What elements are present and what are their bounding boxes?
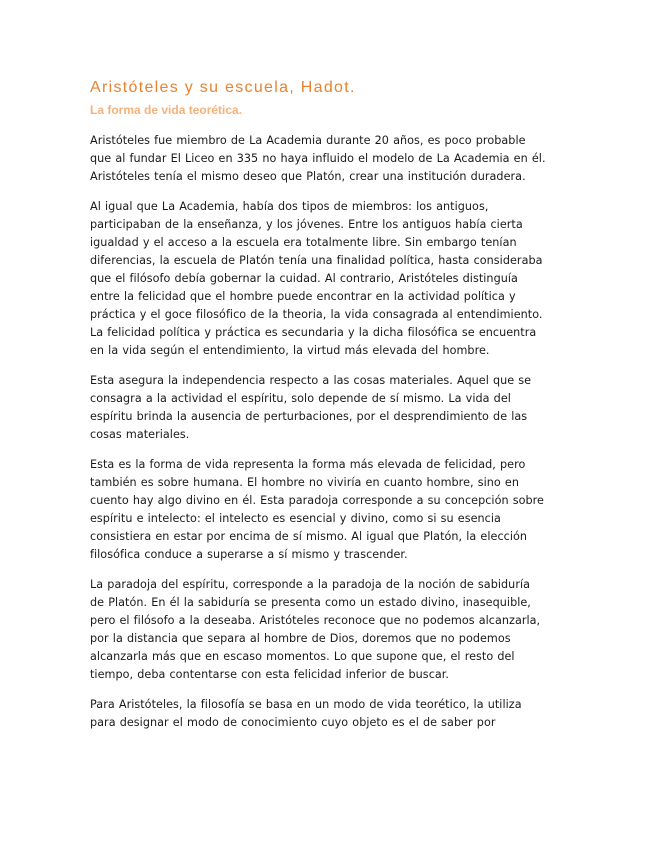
- paragraph: Para Aristóteles, la filosofía se basa en un modo de vida teorético, la utiliza para designar el modo de conocimiento cuyo objeto es el de saber por: [90, 698, 522, 729]
- paragraph: Esta asegura la independencia respecto a las cosas materiales. Aquel que se consagra a la actividad el espíritu, solo depende de sí mismo. La vida del espíritu brinda la ausencia de perturbaciones, por el desprendimiento de las cosas materiales.: [90, 374, 532, 441]
- paragraph: Al igual que La Academia, había dos tipos de miembros: los antiguos, participaban de la enseñanza, y los jóvenes. Entre los antiguos había cierta igualdad y el acceso a la escuela era totalmente libre. Sin embargo tenían diferencias, la escuela de Platón tenía una finalidad política, hasta consideraba que el filósofo debía gobernar la cuidad. Al contrario, Aristóteles distinguía entre la felicidad que el hombre puede encontrar en la actividad política y práctica y el goce filosófico de la theoria, la vida consagrada al entendimiento. La felicidad política y práctica es secundaria y la dicha filosófica se encuentra en la vida según el entendimiento, la virtud más elevada del hombre.: [90, 200, 543, 357]
- paragraph: Esta es la forma de vida representa la forma más elevada de felicidad, pero también es sobre humana. El hombre no viviría en cuanto hombre, sino en cuento hay algo divino en él. Esta paradoja corresponde a su concepción sobre espíritu e intelecto: el intelecto es esencial y divino, como si su esencia consistiera en estar por encima de sí mismo. Al igual que Platón, la elección filosófica conduce a superarse a sí mismo y trascender.: [90, 458, 544, 561]
- document-content: [90, 78, 548, 732]
- paragraph: La paradoja del espíritu, corresponde a la paradoja de la noción de sabiduría de Platón. En él la sabiduría se presenta como un estado divino, inasequible, pero el filósofo a la deseaba. Aristóteles reconoce que no podemos alcanzarla, por la distancia que separa al hombre de Dios, doremos que no podemos alcanzarla más que en escaso momentos. Lo que supone que, el resto del tiempo, deba contentarse con esta felicidad inferior de buscar.: [90, 578, 541, 681]
- document-title: Aristóteles y su escuela, Hadot.: [90, 79, 356, 96]
- paragraph: Aristóteles fue miembro de La Academia durante 20 años, es poco probable que al fundar El Liceo en 335 no haya influido el modelo de La Academia en él. Aristóteles tenía el mismo deseo que Platón, crear una institución duradera.: [90, 134, 546, 183]
- document-subtitle: La forma de vida teorética.: [90, 103, 243, 117]
